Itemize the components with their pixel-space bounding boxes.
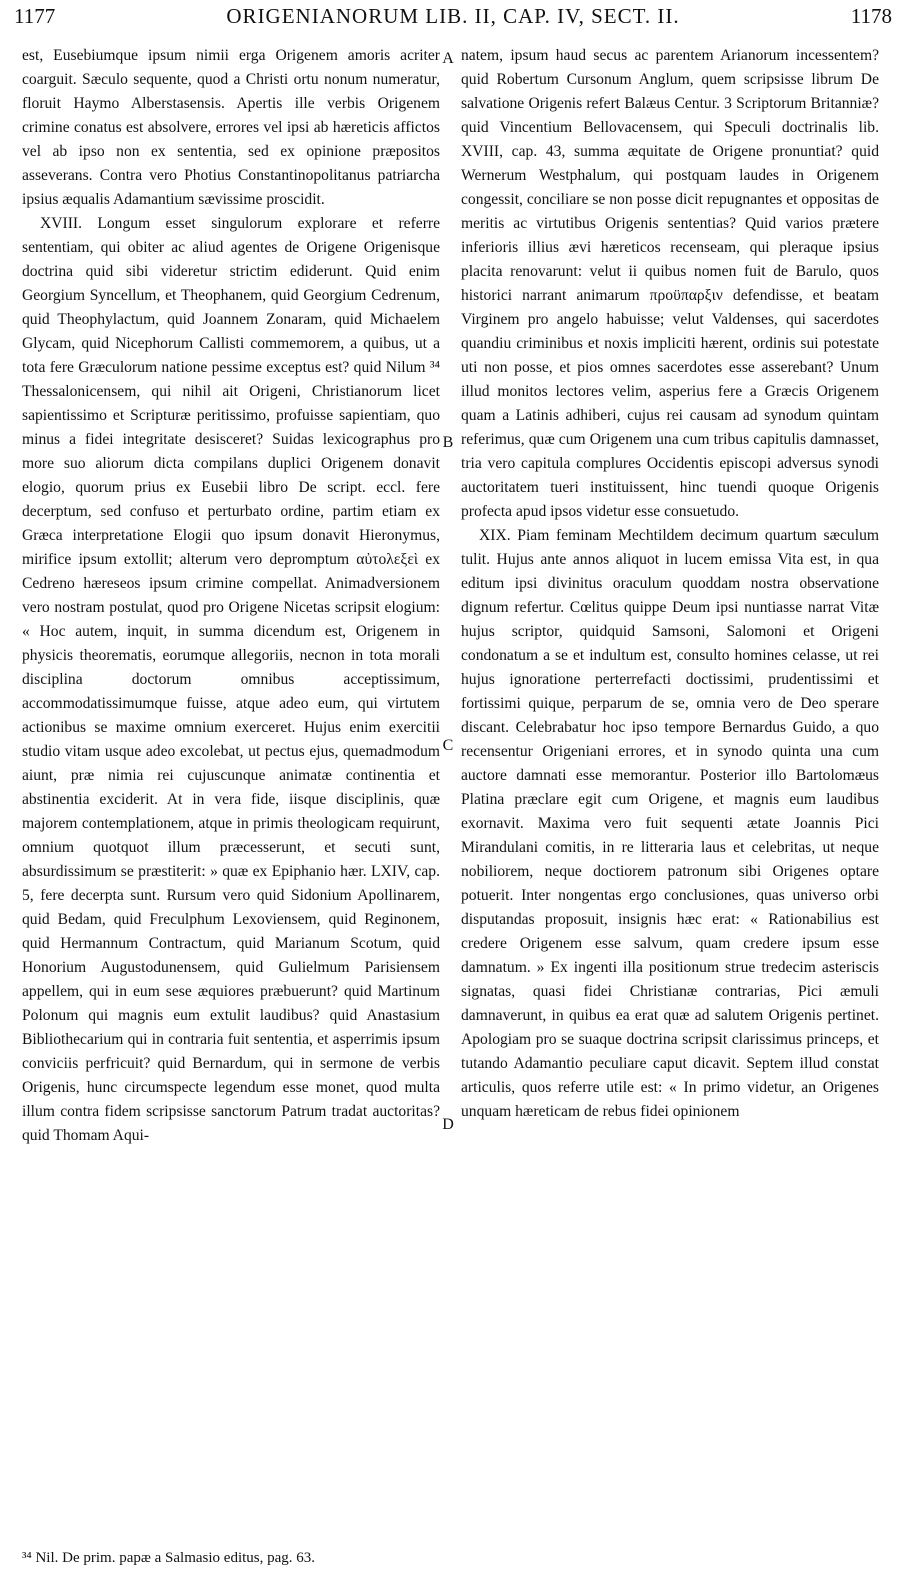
margin-marker-b: B bbox=[442, 434, 454, 451]
page-number-right: 1178 bbox=[850, 4, 892, 28]
margin-marker-a: A bbox=[442, 50, 454, 67]
footnote: ³⁴ Nil. De prim. papæ a Salmasio editus, pag. 63. bbox=[22, 1550, 316, 1566]
running-title: ORIGENIANORUM LIB. II, CAP. IV, SECT. II. bbox=[226, 4, 680, 28]
running-header bbox=[14, 4, 892, 38]
margin-marker-c: C bbox=[442, 737, 454, 754]
left-paragraph-section-18: XVIII. Longum esset singulorum explorare et referre sententiam, qui obiter ac aliud agentes de Origene Origenisque doctrina quid sibi videretur strictim ediderunt. Quid enim Georgium Syncellum, et Theophanem, quid Georgium Cedrenum, quid Theophylactum, quid Joannem Zonaram, quid Michaelem Glycam, quid Nicephorum Callisti commemorem, a quibus, ut a tota fere Græculorum natione pessime exceptus est? quid Nilum ³⁴ Thessalonicensem, qui nihil ait Origeni, Christianorum licet sapientissimo et Scripturæ peritissimo, profuisse sapientiam, quo minus a fidei integritate desisceret? Suidas lexicographus pro more suo aliorum dicta compilans duplici Origenem donavit elogio, quorum prius ex Eusebii libro De script. eccl. fere decerptum, sed confuso et perturbato ordine, partim etiam ex Græca interpretatione Elogii quo ipsum donavit Hieronymus, mirifice ipsum extollit; alterum vero depromptum αὐτολεξεὶ ex Cedreno hæreseos ipsum crimine compellat. Animadversionem vero nostram postulat, quod pro Origene Nicetas scripsit elogium: « Hoc autem, inquit, in summa dicendum est, Origenem in physicis theorematis, eorumque allegoriis, necnon in tota morali disciplina doctorum omnibus acceptissimum, accommodatissimumque fuisse, atque adeo eum, qui virtutem actionibus se maxime omnium exerceret. Hujus enim exercitii studio vitam usque adeo excolebat, ut pectus ejus, quemadmodum aiunt, præ nimia rei cujuscunque animatæ continentia et abstinentia exciderit. At in vera fide, iisque disciplinis, quæ majorem contemplationem, atque in primis theologicam requirunt, omnium quotquot illum præcesserunt, et secuti sunt, absurdissimum se præstiterit: » quæ ex Epiphanio hær. LXIV, cap. 5, fere decerpta sunt. Rursum vero quid Sidonium Apollinarem, quid Bedam, quid Freculphum Lexoviensem, quid Reginonem, quid Hermannum Contractum, quid Marianum Scotum, quid Honorium Augustodunensem, quid Gulielmum Parisiensem appellem, qui in eum sese æquiores præbuerunt? quid Martinum Polonum qui magnis eum extulit laudibus? quid Anastasium Bibliothecarium qui in contraria fuit sententia, et asperrimis ipsum conviciis perfricuit? quid Bernardum, qui in sermone de verbis Origenis, hunc circumspecte legendum esse monet, quod multa illum contra fidem scripsisse sanctorum Patrum tradat auctoritas? quid Thomam Aqui- bbox=[22, 215, 440, 1144]
margin-marker-d: D bbox=[442, 1116, 454, 1133]
right-paragraph-1: natem, ipsum haud secus ac parentem Arianorum incessentem? quid Robertum Cursonum Anglum, quem scripsisse librum De salvatione Origenis refert Balæus Centur. 3 Scriptorum Britanniæ? quid Vincentium Bellovacensem, qui Speculi doctrinalis lib. XVIII, cap. 43, summa æquitate de Origene pronuntiat? quid Wernerum Westphalum, qui postquam laudes in Origenem congessit, conciliare se non posse dicit repugnantes et oppositas de meritis ac virtutibus Origenis sententias? Quid varios prætere inferioris illius ævi hæreticos recenseam, qui pleraque ipsius placita renovarunt: velut ii quibus nomen fuit de Barulo, quos historici narrant animarum προϋπαρξιν defendisse, et beatam Virginem pro angelo habuisse; velut Valdenses, qui sacerdotes quandiu criminibus et noxis impliciti hærent, ordinis sui potestate uti non posse, et pios omnes sacerdotes esse asserebant? Unum illud monitos lectores velim, asperius fere a Græcis Origenem quam a Latinis adhiberi, cujus rei causam ad synodum quintam referimus, quæ cum Origenem una cum tribus capitulis damnasset, tria vero capitula complures Occidentis episcopi adversus synodi auctoritatem tueri instituissent, hinc tuendi quoque Origenis profecta apud ipsos videtur esse consuetudo. bbox=[461, 47, 879, 520]
right-column bbox=[461, 44, 879, 1124]
page-number-left: 1177 bbox=[14, 4, 56, 28]
left-column bbox=[22, 44, 440, 1148]
left-paragraph-1: est, Eusebiumque ipsum nimii erga Origenem amoris acriter coarguit. Sæculo sequente, quod a Christi ortu nonum numeratur, floruit Haymo Alberstasensis. Apertis ille verbis Origenem crimine conatus est absolvere, errores vel ipsi ab hæreticis affictos vel ab ipso non ex sententia, sed ex opinione præpositos asseverans. Contra vero Photius Constantinopolitanus patriarcha ipsius æqualis Adamantium sævissime proscidit. bbox=[22, 47, 440, 208]
right-paragraph-section-19: XIX. Piam feminam Mechtildem decimum quartum sæculum tulit. Hujus ante annos aliquot in lucem emissa Vita est, in qua editum ipsi divinitus oraculum quoddam nostra observatione dignum refertur. Cœlitus quippe Deum ipsi nuntiasse narrat Vitæ hujus scriptor, quidquid Samsoni, Salomoni et Origeni condonatum a se et indultum est, consulto homines celasse, ut rei hujus ignoratione perterrefacti doctissimi, prudentissimi et fortissimi quique, perparum de se, omnia vero de Deo sperare discant. Celebrabatur hoc ipso tempore Bernardus Guido, a quo recensentur Origeniani errores, et in synodo quinta una cum auctore damnati esse memorantur. Posterior illo Bartolomæus Platina præclare egit cum Origene, et magnis eum laudibus exornavit. Maxima vero fuit sequenti ætate Joannis Pici Mirandulani comitis, in re litteraria laus et celebritas, ut neque nobiliorem, neque doctiorem patronum sibi Origenes optare potuerit. Inter nongentas ergo conclusiones, quas universo orbi disputandas proposuit, insignis hæc erat: « Rationabilius est credere Origenem esse salvum, quam credere ipsum esse damnatum. » Ex ingenti illa positionum strue tredecim asteriscis signatas, quasi fidei Christianæ contrarias, Pici æmuli damnaverunt, in quibus ea erat quæ ad salutem Origenis pertinet. Apologiam pro se suaque doctrina scripsit clarissimus princeps, et tutando Adamantio peculiare caput dicavit. Septem illud constat articulis, quos referre utile est: « In primo videtur, an Origenes unquam hæreticam de rebus fidei opinionem bbox=[461, 527, 879, 1120]
